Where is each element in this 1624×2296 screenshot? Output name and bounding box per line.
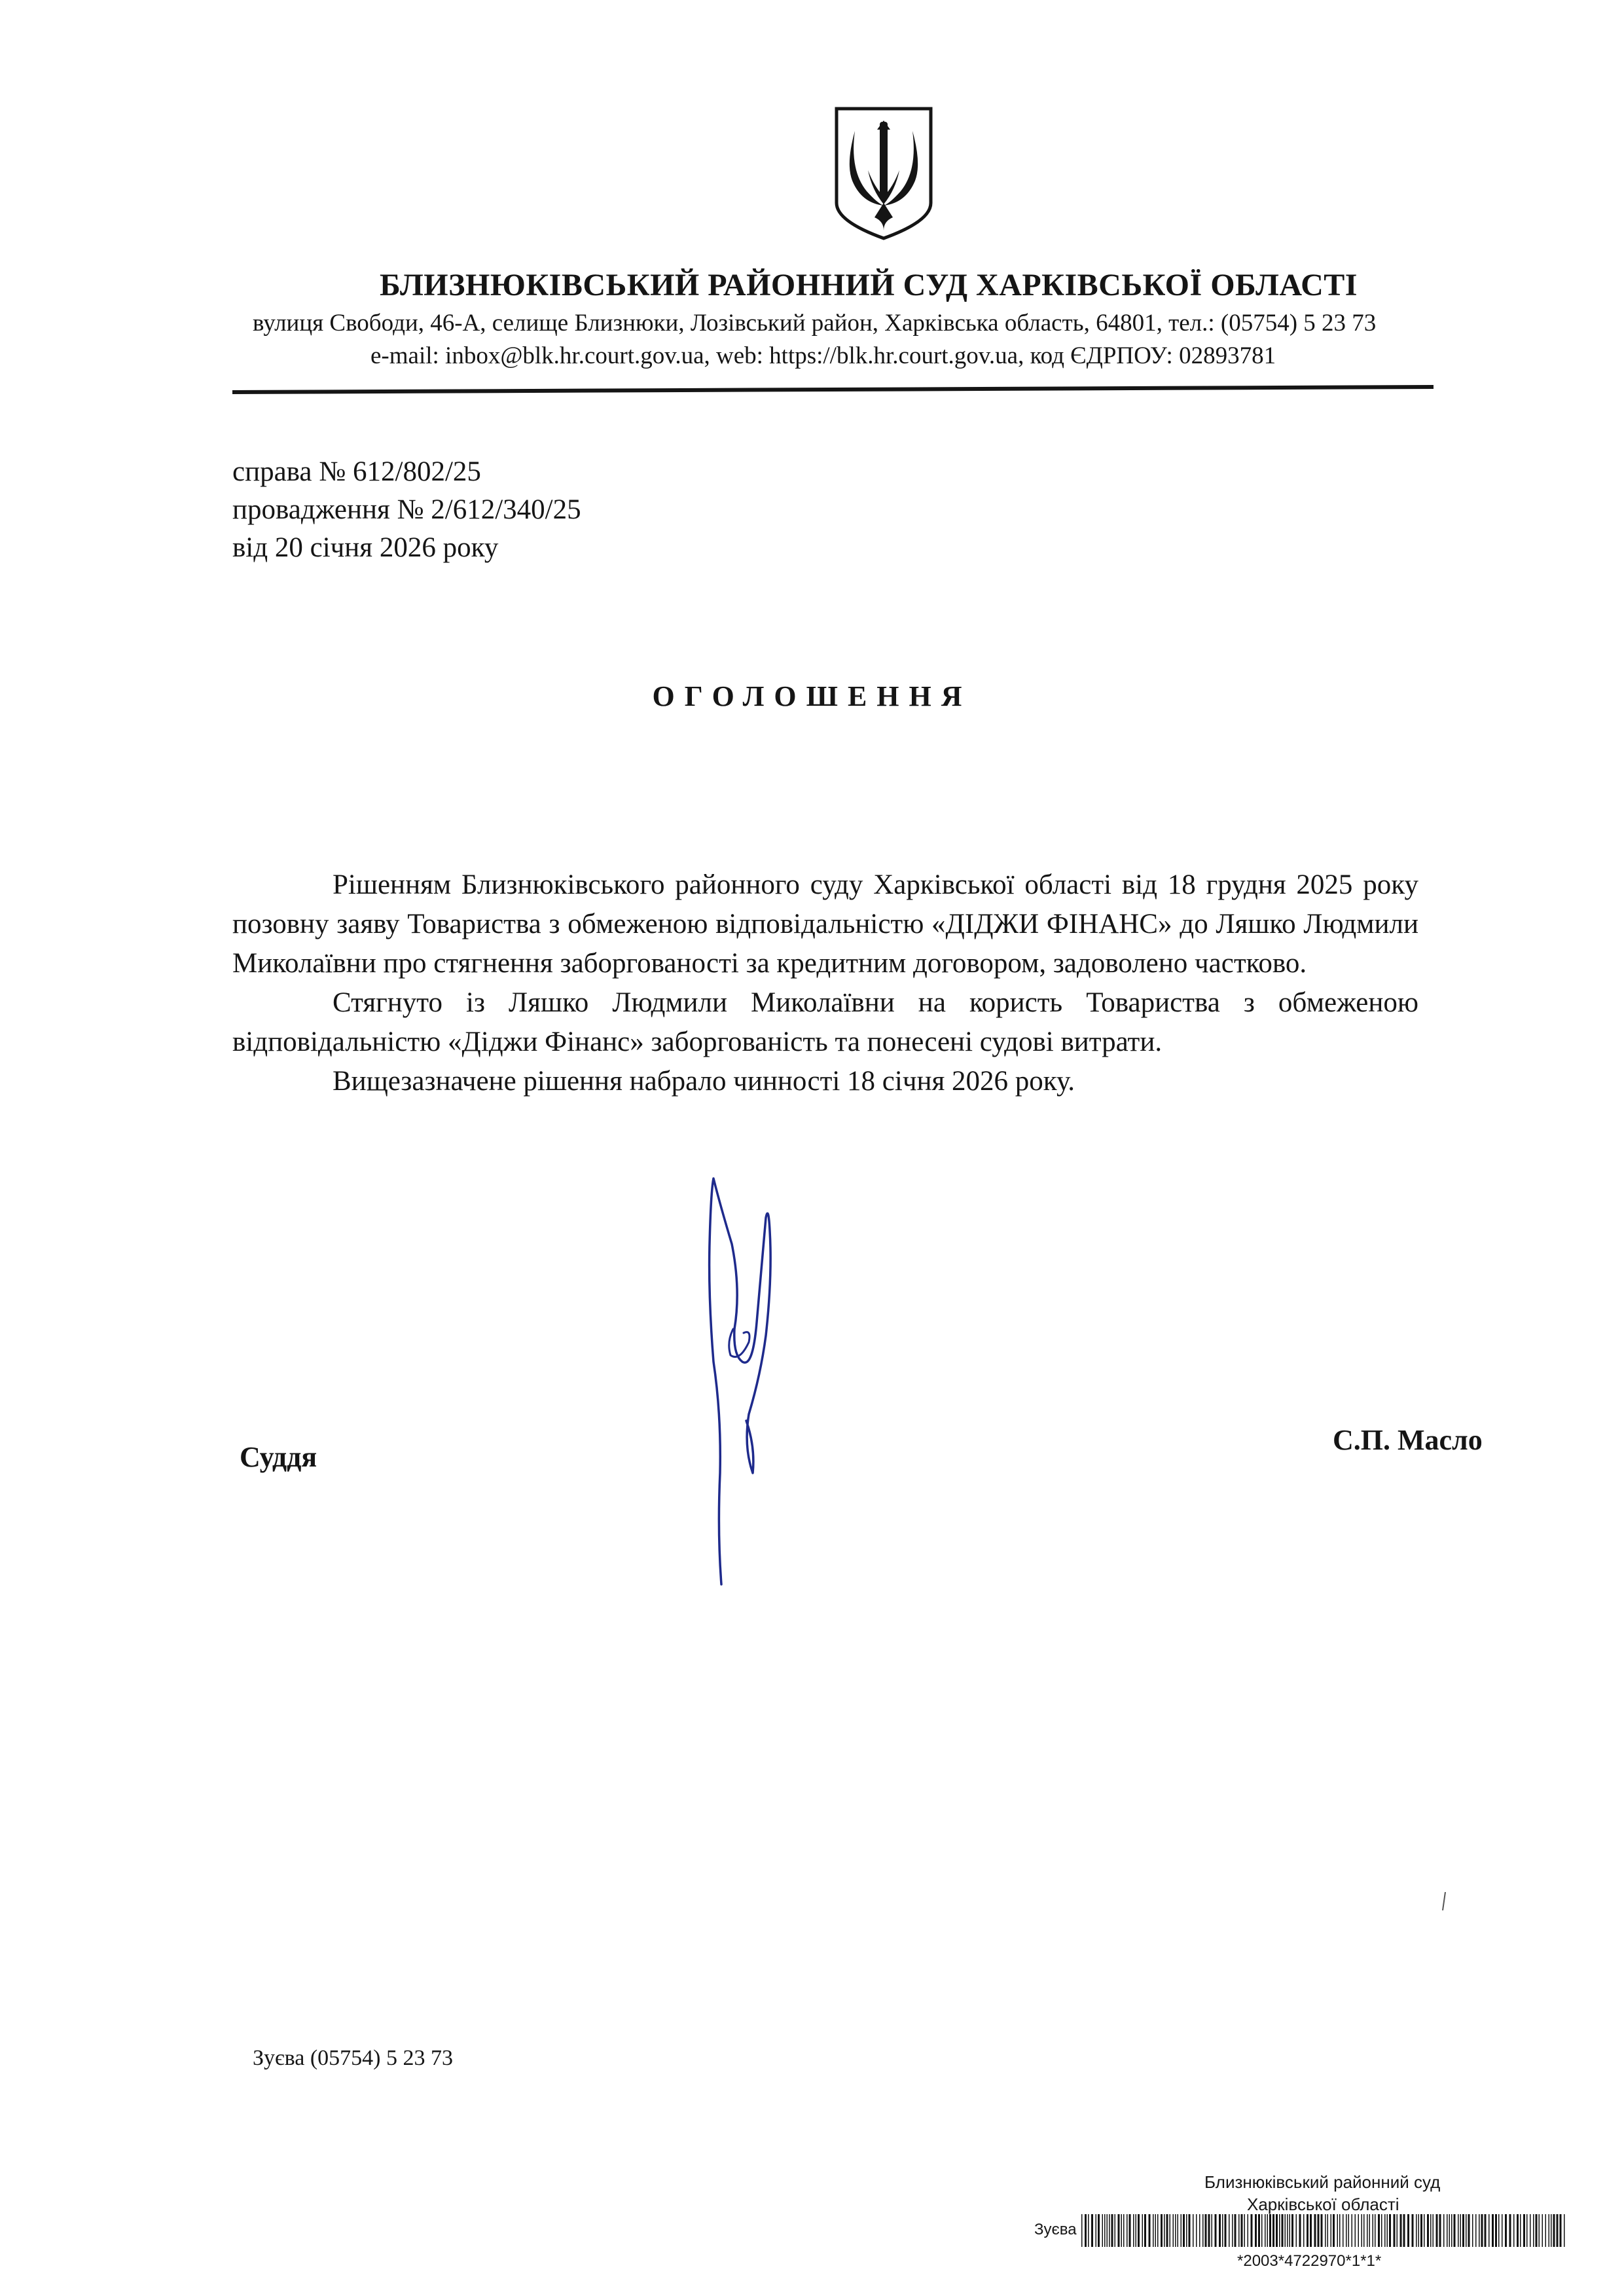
barcode-bar — [1215, 2214, 1217, 2247]
barcode-bar — [1173, 2214, 1174, 2247]
barcode-bar — [1407, 2214, 1409, 2247]
barcode-bar — [1375, 2214, 1376, 2247]
barcode-bar — [1109, 2214, 1110, 2247]
barcode-bar — [1096, 2214, 1097, 2247]
barcode-bar — [1081, 2214, 1083, 2247]
barcode-bar — [1560, 2214, 1562, 2247]
stamp-region: Харківської області — [1247, 2195, 1399, 2214]
barcode-bar — [1115, 2214, 1116, 2247]
barcode-bar — [1267, 2214, 1269, 2247]
barcode-bar — [1183, 2214, 1185, 2247]
barcode-bar — [1479, 2214, 1480, 2247]
barcode-bar — [1509, 2214, 1511, 2247]
barcode-bar — [1104, 2214, 1106, 2247]
barcode-bar — [1269, 2214, 1271, 2247]
barcode-bar — [1244, 2214, 1246, 2247]
barcode-bar — [1362, 2214, 1363, 2247]
barcode-bar — [1373, 2214, 1374, 2247]
barcode-bar — [1424, 2214, 1425, 2247]
barcode-bar — [1536, 2214, 1538, 2247]
barcode-bar — [1495, 2214, 1497, 2247]
barcode-bar — [1175, 2214, 1176, 2247]
court-name: БЛИЗНЮКІВСЬКИЙ РАЙОННИЙ СУД ХАРКІВСЬКОЇ ОБЛАСТІ — [380, 268, 1358, 302]
barcode-bar — [1553, 2214, 1555, 2247]
barcode-bar — [1346, 2214, 1347, 2247]
barcode-bar — [1193, 2214, 1194, 2247]
barcode-bar — [1265, 2214, 1266, 2247]
barcode-bar — [1235, 2214, 1236, 2247]
barcode-bar — [1314, 2214, 1316, 2247]
barcode-bar — [1533, 2214, 1534, 2247]
judge-name: С.П. Масло — [1333, 1424, 1483, 1456]
barcode-bar — [1498, 2214, 1500, 2247]
barcode-bar — [1261, 2214, 1263, 2247]
barcode-bar — [1296, 2214, 1297, 2247]
executor-contact: Зуєва (05754) 5 23 73 — [253, 2046, 453, 2070]
barcode-bar — [1181, 2214, 1182, 2247]
barcode-bar — [1276, 2214, 1278, 2247]
barcode-bar — [1325, 2214, 1326, 2247]
barcode — [1081, 2214, 1569, 2247]
barcode-bar — [1475, 2214, 1477, 2247]
header-divider — [232, 385, 1434, 394]
barcode-bar — [1513, 2214, 1515, 2247]
barcode-bar — [1381, 2214, 1382, 2247]
barcode-bar — [1358, 2214, 1360, 2247]
barcode-bar — [1451, 2214, 1453, 2247]
barcode-bar — [1219, 2214, 1221, 2247]
barcode-bar — [1443, 2214, 1445, 2247]
barcode-bar — [1088, 2214, 1089, 2247]
barcode-bar — [1454, 2214, 1456, 2247]
barcode-bar — [1427, 2214, 1429, 2247]
barcode-bar — [1238, 2214, 1240, 2247]
barcode-bar — [1384, 2214, 1386, 2247]
barcode-bar — [1199, 2214, 1200, 2247]
barcode-bar — [1433, 2214, 1434, 2247]
body-paragraph: Вищезазначене рішення набрало чинності 18 січня 2026 року. — [333, 1066, 1075, 1097]
barcode-bar — [1155, 2214, 1157, 2247]
barcode-bar — [1400, 2214, 1402, 2247]
barcode-bar — [1502, 2214, 1503, 2247]
case-number: справа № 612/802/25 — [232, 456, 481, 487]
handwritten-signature-icon — [694, 1165, 825, 1591]
barcode-bar — [1287, 2214, 1288, 2247]
barcode-number: *2003*4722970*1*1* — [1237, 2252, 1382, 2270]
barcode-bar — [1460, 2214, 1462, 2247]
barcode-bar — [1327, 2214, 1329, 2247]
barcode-bar — [1505, 2214, 1507, 2247]
barcode-bar — [1310, 2214, 1312, 2247]
barcode-bar — [1458, 2214, 1459, 2247]
barcode-bar — [1170, 2214, 1171, 2247]
barcode-bar — [1272, 2214, 1274, 2247]
barcode-bar — [1279, 2214, 1280, 2247]
barcode-bar — [1549, 2214, 1550, 2247]
court-address: вулиця Свободи, 46-А, селище Близнюки, Лозівський район, Харківська область, 64801, тел.: (05754) 5 23 73 — [253, 310, 1377, 337]
barcode-bar — [1337, 2214, 1339, 2247]
barcode-bar — [1462, 2214, 1464, 2247]
barcode-bar — [1129, 2214, 1131, 2247]
barcode-bar — [1551, 2214, 1552, 2247]
barcode-label: Зуєва — [1034, 2221, 1077, 2238]
barcode-bar — [1307, 2214, 1308, 2247]
barcode-bar — [1466, 2214, 1467, 2247]
announcement-body — [232, 866, 1418, 1101]
barcode-bar — [1248, 2214, 1249, 2247]
barcode-bar — [1472, 2214, 1473, 2247]
barcode-bar — [1196, 2214, 1197, 2247]
barcode-bar — [1523, 2214, 1525, 2247]
barcode-bar — [1121, 2214, 1123, 2247]
barcode-bar — [1339, 2214, 1341, 2247]
judge-label: Суддя — [240, 1441, 317, 1473]
barcode-bar — [1091, 2214, 1093, 2247]
case-details — [232, 453, 581, 567]
barcode-bar — [1225, 2214, 1227, 2247]
barcode-bar — [1138, 2214, 1140, 2247]
barcode-bar — [1133, 2214, 1134, 2247]
barcode-bar — [1321, 2214, 1323, 2247]
barcode-bar — [1123, 2214, 1125, 2247]
barcode-bar — [1149, 2214, 1151, 2247]
barcode-bar — [1530, 2214, 1531, 2247]
proceeding-number: провадження № 2/612/340/25 — [232, 494, 581, 525]
barcode-bar — [1539, 2214, 1540, 2247]
barcode-bar — [1430, 2214, 1432, 2247]
body-paragraph: Стягнуто із Ляшко Людмили Миколаївни на користь Товариства з обмеженою відповідальністю «Діджи Фінанс» заборгованість та понесені судові витрати. — [232, 987, 1418, 1057]
barcode-bar — [1397, 2214, 1398, 2247]
barcode-bar — [1468, 2214, 1470, 2247]
barcode-bar — [1492, 2214, 1494, 2247]
barcode-bar — [1348, 2214, 1350, 2247]
barcode-bar — [1369, 2214, 1371, 2247]
barcode-bar — [1178, 2214, 1179, 2247]
barcode-bar — [1564, 2214, 1565, 2247]
barcode-bar — [1189, 2214, 1191, 2247]
barcode-bar — [1526, 2214, 1528, 2247]
barcode-bar — [1481, 2214, 1483, 2247]
barcode-bar — [1389, 2214, 1391, 2247]
barcode-bar — [1291, 2214, 1293, 2247]
document-heading: ОГОЛОШЕННЯ — [652, 680, 972, 712]
barcode-bar — [1208, 2214, 1210, 2247]
barcode-bar — [1520, 2214, 1521, 2247]
barcode-bar — [1255, 2214, 1257, 2247]
barcode-bar — [1164, 2214, 1165, 2247]
stray-pen-mark — [1442, 1892, 1446, 1910]
barcode-bar — [1202, 2214, 1204, 2247]
barcode-bar — [1545, 2214, 1547, 2247]
barcode-bar — [1205, 2214, 1207, 2247]
barcode-bar — [1303, 2214, 1305, 2247]
barcode-bar — [1387, 2214, 1388, 2247]
barcode-bar — [1153, 2214, 1154, 2247]
barcode-bar — [1111, 2214, 1113, 2247]
barcode-bar — [1102, 2214, 1104, 2247]
barcode-bar — [1161, 2214, 1163, 2247]
barcode-bar — [1557, 2214, 1559, 2247]
barcode-bar — [1439, 2214, 1441, 2247]
trident-coat-of-arms-icon — [831, 105, 936, 242]
barcode-bar — [1403, 2214, 1405, 2247]
barcode-bar — [1331, 2214, 1332, 2247]
barcode-bar — [1136, 2214, 1137, 2247]
barcode-bar — [1127, 2214, 1128, 2247]
barcode-bar — [1542, 2214, 1543, 2247]
barcode-bar — [1333, 2214, 1335, 2247]
barcode-bar — [1166, 2214, 1168, 2247]
barcode-bar — [1157, 2214, 1159, 2247]
barcode-bar — [1489, 2214, 1490, 2247]
barcode-bar — [1118, 2214, 1120, 2247]
barcode-bar — [1394, 2214, 1396, 2247]
barcode-bar — [1436, 2214, 1438, 2247]
barcode-bar — [1098, 2214, 1100, 2247]
barcode-bar — [1107, 2214, 1108, 2247]
barcode-bar — [1142, 2214, 1144, 2247]
barcode-bar — [1232, 2214, 1233, 2247]
barcode-bar — [1418, 2214, 1420, 2247]
barcode-bar — [1352, 2214, 1353, 2247]
barcode-bar — [1222, 2214, 1223, 2247]
barcode-bar — [1420, 2214, 1422, 2247]
case-date: від 20 січня 2026 року — [232, 532, 499, 563]
barcode-bar — [1258, 2214, 1260, 2247]
stamp-court-name: Близнюківський районний суд — [1204, 2172, 1441, 2192]
barcode-bar — [1449, 2214, 1451, 2247]
barcode-bar — [1343, 2214, 1344, 2247]
barcode-bar — [1241, 2214, 1243, 2247]
barcode-bar — [1085, 2214, 1087, 2247]
barcode-bar — [1229, 2214, 1230, 2247]
court-contacts: e-mail: inbox@blk.hr.court.gov.ua, web: https://blk.hr.court.gov.ua, код ЄДРПОУ: 02893781 — [370, 342, 1276, 369]
barcode-bar — [1251, 2214, 1253, 2247]
barcode-bar — [1212, 2214, 1213, 2247]
barcode-bar — [1367, 2214, 1368, 2247]
barcode-bar — [1363, 2214, 1365, 2247]
barcode-bar — [1299, 2214, 1301, 2247]
barcode-bar — [1355, 2214, 1356, 2247]
barcode-bar — [1378, 2214, 1380, 2247]
barcode-bar — [1447, 2214, 1448, 2247]
barcode-bar — [1517, 2214, 1519, 2247]
barcode-bar — [1144, 2214, 1146, 2247]
barcode-bar — [1416, 2214, 1417, 2247]
barcode-bar — [1290, 2214, 1291, 2247]
barcode-bar — [1412, 2214, 1414, 2247]
barcode-bar — [1285, 2214, 1286, 2247]
barcode-bar — [1282, 2214, 1284, 2247]
body-paragraph: Рішенням Близнюківського районного суду Харківської області від 18 грудня 2025 року позовну заяву Товариства з обмеженою відповідальністю «ДІДЖИ ФІНАНС» до Ляшко Людмили Миколаївни про стягнення заборгованості за кредитним договором, задоволено частково. — [232, 869, 1418, 979]
barcode-bar — [1485, 2214, 1487, 2247]
barcode-bar — [1186, 2214, 1187, 2247]
barcode-bar — [1318, 2214, 1320, 2247]
